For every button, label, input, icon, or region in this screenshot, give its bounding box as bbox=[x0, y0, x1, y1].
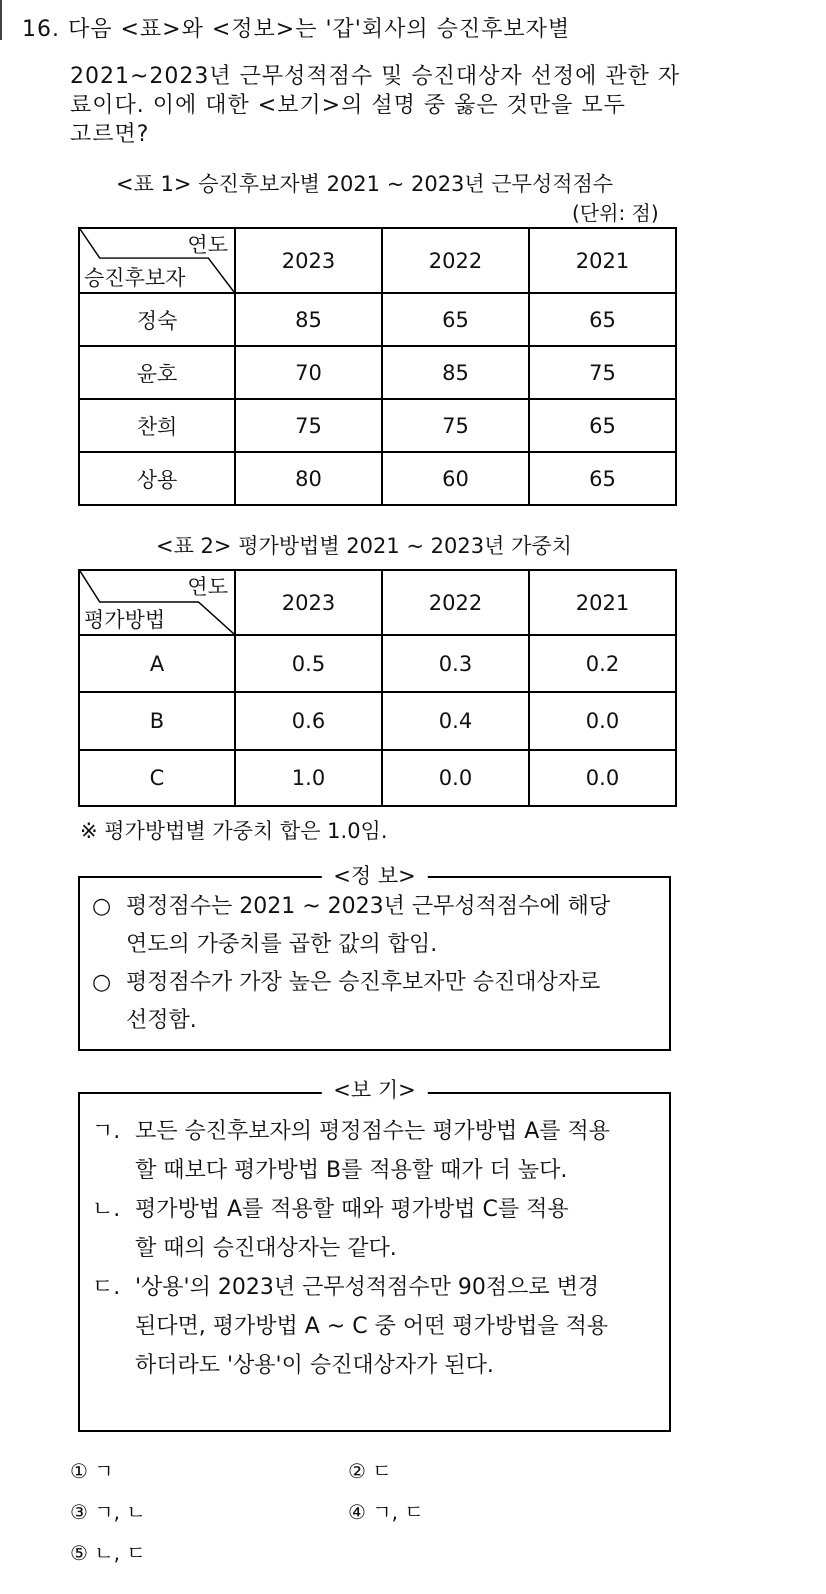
table-header-row bbox=[79, 228, 676, 293]
bogi-box bbox=[78, 1078, 671, 1432]
table-cell: 0.6 bbox=[235, 692, 382, 750]
table-cell: 65 bbox=[382, 293, 529, 346]
table-cell: 85 bbox=[382, 346, 529, 399]
table-cell: 1.0 bbox=[235, 750, 382, 806]
table2-footnote: ※ 평가방법별 가중치 합은 1.0임. bbox=[80, 819, 388, 843]
choice-5[interactable]: ⑤ ㄴ, ㄷ bbox=[70, 1541, 146, 1565]
info-title: <정 보> bbox=[321, 860, 427, 890]
info-box bbox=[78, 864, 671, 1051]
table-cell: 0.3 bbox=[382, 635, 529, 692]
table-row bbox=[79, 346, 676, 399]
bogi-item bbox=[80, 1112, 669, 1190]
row-header: B bbox=[79, 692, 235, 750]
corner-top-label: 연도 bbox=[187, 575, 228, 599]
table-row bbox=[79, 452, 676, 505]
table-cell: 0.4 bbox=[382, 692, 529, 750]
circle-bullet-icon: ○ bbox=[92, 894, 112, 919]
bogi-item bbox=[80, 1190, 669, 1268]
table-cell: 60 bbox=[382, 452, 529, 505]
row-header: 찬희 bbox=[79, 399, 235, 452]
bogi-title: <보 기> bbox=[321, 1074, 427, 1104]
question-stem bbox=[70, 62, 760, 149]
bogi-line: 모든 승진후보자의 평정점수는 평가방법 A를 적용 bbox=[135, 1119, 611, 1144]
bogi-line: 평가방법 A를 적용할 때와 평가방법 C를 적용 bbox=[135, 1197, 569, 1222]
row-header: 정숙 bbox=[79, 293, 235, 346]
bogi-mark: ㄴ. bbox=[92, 1197, 121, 1222]
corner-top-label: 연도 bbox=[187, 233, 228, 257]
question-line: 고르면? bbox=[70, 122, 150, 147]
table1-unit: (단위: 점) bbox=[572, 201, 659, 225]
table2-caption: <표 2> 평가방법별 2021 ~ 2023년 가중치 bbox=[156, 534, 572, 558]
table-cell: 0.5 bbox=[235, 635, 382, 692]
table-cell: 0.0 bbox=[529, 750, 676, 806]
table-row bbox=[79, 692, 676, 750]
info-line: 연도의 가중치를 곱한 값의 합임. bbox=[126, 932, 438, 957]
table-cell: 65 bbox=[529, 452, 676, 505]
column-header: 2021 bbox=[529, 570, 676, 635]
row-header: 상용 bbox=[79, 452, 235, 505]
question-line-1: 다음 <표>와 <정보>는 '갑'회사의 승진후보자별 bbox=[68, 17, 571, 42]
table-cell: 70 bbox=[235, 346, 382, 399]
table-row bbox=[79, 635, 676, 692]
bogi-line: 할 때보다 평가방법 B를 적용할 때가 더 높다. bbox=[135, 1158, 568, 1183]
row-header: 윤호 bbox=[79, 346, 235, 399]
table-row bbox=[79, 293, 676, 346]
table-cell: 0.2 bbox=[529, 635, 676, 692]
choice-3[interactable]: ③ ㄱ, ㄴ bbox=[70, 1500, 146, 1524]
question-header bbox=[22, 12, 570, 43]
table-cell: 75 bbox=[235, 399, 382, 452]
column-header: 2023 bbox=[235, 570, 382, 635]
info-item bbox=[80, 964, 669, 1040]
table-cell: 0.0 bbox=[382, 750, 529, 806]
choice-2[interactable]: ② ㄷ bbox=[348, 1459, 392, 1483]
table-cell: 85 bbox=[235, 293, 382, 346]
table2 bbox=[78, 569, 677, 807]
corner-bottom-label: 평가방법 bbox=[84, 608, 166, 632]
question-line: 료이다. 이에 대한 <보기>의 설명 중 옳은 것만을 모두 bbox=[70, 93, 626, 118]
left-margin-rule bbox=[0, 0, 2, 40]
table-row bbox=[79, 750, 676, 806]
table1-corner-cell bbox=[79, 228, 235, 293]
table-cell: 75 bbox=[529, 346, 676, 399]
table-cell: 65 bbox=[529, 399, 676, 452]
column-header: 2021 bbox=[529, 228, 676, 293]
row-header: A bbox=[79, 635, 235, 692]
table1 bbox=[78, 227, 677, 506]
table-cell: 75 bbox=[382, 399, 529, 452]
column-header: 2022 bbox=[382, 228, 529, 293]
table2-corner-cell bbox=[79, 570, 235, 635]
bogi-line: 할 때의 승진대상자는 같다. bbox=[135, 1236, 397, 1261]
row-header: C bbox=[79, 750, 235, 806]
table-cell: 0.0 bbox=[529, 692, 676, 750]
choice-1[interactable]: ① ㄱ bbox=[70, 1459, 114, 1483]
column-header: 2022 bbox=[382, 570, 529, 635]
corner-bottom-label: 승진후보자 bbox=[84, 266, 186, 290]
table-cell: 65 bbox=[529, 293, 676, 346]
question-line: 2021~2023년 근무성적점수 및 승진대상자 선정에 관한 자 bbox=[70, 64, 681, 89]
info-line: 선정함. bbox=[126, 1008, 197, 1033]
question-number: 16. bbox=[22, 17, 60, 42]
bogi-item bbox=[80, 1268, 669, 1385]
table-row bbox=[79, 399, 676, 452]
choice-4[interactable]: ④ ㄱ, ㄷ bbox=[348, 1500, 424, 1524]
info-item bbox=[80, 888, 669, 964]
bogi-line: '상용'의 2023년 근무성적점수만 90점으로 변경 bbox=[135, 1275, 600, 1300]
table-cell: 80 bbox=[235, 452, 382, 505]
column-header: 2023 bbox=[235, 228, 382, 293]
bogi-line: 하더라도 '상용'이 승진대상자가 된다. bbox=[135, 1353, 494, 1378]
circle-bullet-icon: ○ bbox=[92, 970, 112, 995]
bogi-mark: ㄱ. bbox=[92, 1119, 121, 1144]
info-line: 평정점수가 가장 높은 승진후보자만 승진대상자로 bbox=[126, 970, 601, 995]
info-line: 평정점수는 2021 ~ 2023년 근무성적점수에 해당 bbox=[126, 894, 611, 919]
table1-caption: <표 1> 승진후보자별 2021 ~ 2023년 근무성적점수 bbox=[116, 172, 614, 196]
bogi-mark: ㄷ. bbox=[92, 1275, 121, 1300]
table-header-row bbox=[79, 570, 676, 635]
bogi-line: 된다면, 평가방법 A ~ C 중 어떤 평가방법을 적용 bbox=[135, 1314, 609, 1339]
